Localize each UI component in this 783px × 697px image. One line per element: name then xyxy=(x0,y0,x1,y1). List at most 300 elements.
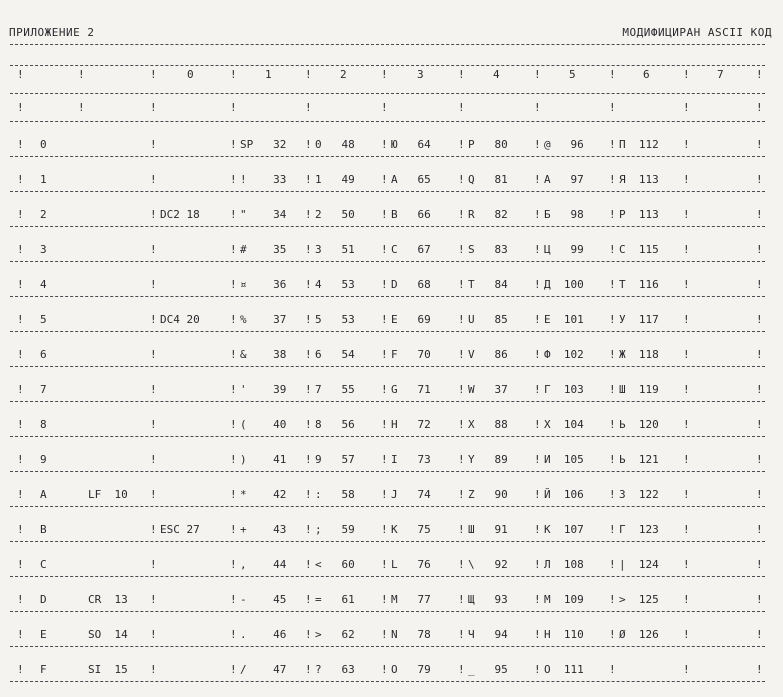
column-separator: ! xyxy=(17,313,24,326)
column-separator: ! xyxy=(381,663,388,676)
column-separator: ! xyxy=(683,488,690,501)
table-cell: Е 101 xyxy=(544,313,584,326)
table-cell: З 122 xyxy=(619,488,659,501)
column-separator: ! xyxy=(150,663,157,676)
column-separator: ! xyxy=(534,383,541,396)
column-header: 6 xyxy=(643,68,650,81)
column-separator: ! xyxy=(381,243,388,256)
column-separator: ! xyxy=(17,243,24,256)
table-cell: CR 13 xyxy=(88,593,128,606)
table-cell: L 76 xyxy=(391,558,431,571)
column-header: 4 xyxy=(493,68,500,81)
table-cell: ESC 27 xyxy=(160,523,200,536)
table-cell: С 115 xyxy=(619,243,659,256)
column-separator: ! xyxy=(683,628,690,641)
column-separator: ! xyxy=(150,348,157,361)
table-cell: _ 95 xyxy=(468,663,508,676)
column-separator: ! xyxy=(683,243,690,256)
column-separator: ! xyxy=(17,68,24,81)
column-header: 0 xyxy=(187,68,194,81)
table-divider xyxy=(10,261,765,262)
column-separator: ! xyxy=(305,208,312,221)
table-cell: & 38 xyxy=(240,348,287,361)
column-separator: ! xyxy=(305,628,312,641)
table-cell: . 46 xyxy=(240,628,287,641)
column-separator: ! xyxy=(683,313,690,326)
column-separator: ! xyxy=(756,628,763,641)
table-cell: Ц 99 xyxy=(544,243,584,256)
column-separator: ! xyxy=(756,313,763,326)
column-separator: ! xyxy=(150,68,157,81)
column-separator: ! xyxy=(534,453,541,466)
table-cell: Б 98 xyxy=(544,208,584,221)
column-separator: ! xyxy=(230,558,237,571)
table-divider xyxy=(10,121,765,122)
column-separator: ! xyxy=(150,243,157,256)
table-cell: X 88 xyxy=(468,418,508,431)
row-header: 1 xyxy=(40,173,47,186)
column-separator: ! xyxy=(230,348,237,361)
column-separator: ! xyxy=(150,383,157,396)
table-cell: E 69 xyxy=(391,313,431,326)
table-cell: 3 51 xyxy=(315,243,355,256)
column-separator: ! xyxy=(305,663,312,676)
column-separator: ! xyxy=(17,418,24,431)
column-separator: ! xyxy=(17,558,24,571)
column-separator: ! xyxy=(305,138,312,151)
table-cell: Й 106 xyxy=(544,488,584,501)
column-separator: ! xyxy=(230,138,237,151)
table-cell: Н 110 xyxy=(544,628,584,641)
table-divider xyxy=(10,65,765,66)
table-cell: ' 39 xyxy=(240,383,287,396)
column-separator: ! xyxy=(756,68,763,81)
column-separator: ! xyxy=(683,523,690,536)
table-cell: 9 57 xyxy=(315,453,355,466)
row-header: 2 xyxy=(40,208,47,221)
table-cell: W 37 xyxy=(468,383,508,396)
table-cell: H 72 xyxy=(391,418,431,431)
column-separator: ! xyxy=(17,383,24,396)
table-cell: - 45 xyxy=(240,593,287,606)
table-cell: : 58 xyxy=(315,488,355,501)
table-cell: K 75 xyxy=(391,523,431,536)
column-separator: ! xyxy=(609,101,616,114)
row-header: E xyxy=(40,628,47,641)
table-cell: Г 103 xyxy=(544,383,584,396)
table-cell: Ш 119 xyxy=(619,383,659,396)
column-separator: ! xyxy=(609,243,616,256)
table-cell: Т 116 xyxy=(619,278,659,291)
column-separator: ! xyxy=(17,138,24,151)
table-divider xyxy=(10,681,765,682)
column-separator: ! xyxy=(305,278,312,291)
column-separator: ! xyxy=(683,453,690,466)
table-cell: Z 90 xyxy=(468,488,508,501)
column-separator: ! xyxy=(609,173,616,186)
column-separator: ! xyxy=(756,488,763,501)
column-separator: ! xyxy=(381,348,388,361)
column-separator: ! xyxy=(756,208,763,221)
column-separator: ! xyxy=(609,208,616,221)
column-separator: ! xyxy=(230,488,237,501)
table-title: МОДИФИЦИРАН ASCII КОД xyxy=(622,26,772,39)
column-separator: ! xyxy=(230,383,237,396)
table-cell: M 77 xyxy=(391,593,431,606)
column-separator: ! xyxy=(458,593,465,606)
column-separator: ! xyxy=(150,523,157,536)
column-separator: ! xyxy=(17,453,24,466)
column-separator: ! xyxy=(381,488,388,501)
column-separator: ! xyxy=(381,593,388,606)
column-separator: ! xyxy=(381,101,388,114)
column-separator: ! xyxy=(230,313,237,326)
column-separator: ! xyxy=(17,278,24,291)
column-separator: ! xyxy=(534,313,541,326)
table-cell: SO 14 xyxy=(88,628,128,641)
table-divider xyxy=(10,226,765,227)
column-separator: ! xyxy=(534,348,541,361)
column-separator: ! xyxy=(381,278,388,291)
column-separator: ! xyxy=(17,593,24,606)
column-separator: ! xyxy=(305,418,312,431)
table-cell: 7 55 xyxy=(315,383,355,396)
column-separator: ! xyxy=(230,418,237,431)
column-separator: ! xyxy=(534,173,541,186)
column-separator: ! xyxy=(381,313,388,326)
column-separator: ! xyxy=(534,208,541,221)
column-separator: ! xyxy=(458,313,465,326)
column-separator: ! xyxy=(17,208,24,221)
column-separator: ! xyxy=(230,453,237,466)
column-separator: ! xyxy=(305,68,312,81)
column-separator: ! xyxy=(609,418,616,431)
table-cell: ! 33 xyxy=(240,173,287,186)
column-separator: ! xyxy=(458,418,465,431)
column-separator: ! xyxy=(78,101,85,114)
column-separator: ! xyxy=(609,593,616,606)
column-separator: ! xyxy=(305,558,312,571)
column-separator: ! xyxy=(609,453,616,466)
column-separator: ! xyxy=(609,558,616,571)
table-cell: А 97 xyxy=(544,173,584,186)
column-separator: ! xyxy=(17,348,24,361)
table-cell: 6 54 xyxy=(315,348,355,361)
table-cell: \ 92 xyxy=(468,558,508,571)
table-cell: SI 15 xyxy=(88,663,128,676)
column-separator: ! xyxy=(150,453,157,466)
row-header: B xyxy=(40,523,47,536)
column-separator: ! xyxy=(756,558,763,571)
column-separator: ! xyxy=(230,663,237,676)
column-separator: ! xyxy=(458,208,465,221)
row-header: 6 xyxy=(40,348,47,361)
table-divider xyxy=(10,436,765,437)
table-cell: 4 53 xyxy=(315,278,355,291)
column-separator: ! xyxy=(756,278,763,291)
column-separator: ! xyxy=(683,101,690,114)
column-separator: ! xyxy=(150,173,157,186)
table-cell: Ø 126 xyxy=(619,628,659,641)
column-separator: ! xyxy=(756,523,763,536)
column-separator: ! xyxy=(609,68,616,81)
table-cell: О 111 xyxy=(544,663,584,676)
column-separator: ! xyxy=(150,628,157,641)
column-separator: ! xyxy=(534,593,541,606)
table-cell: Д 100 xyxy=(544,278,584,291)
column-separator: ! xyxy=(150,208,157,221)
column-separator: ! xyxy=(609,348,616,361)
column-separator: ! xyxy=(381,138,388,151)
table-cell: Щ 93 xyxy=(468,593,508,606)
column-separator: ! xyxy=(305,383,312,396)
column-separator: ! xyxy=(305,523,312,536)
table-cell: М 109 xyxy=(544,593,584,606)
table-cell: U 85 xyxy=(468,313,508,326)
column-separator: ! xyxy=(305,348,312,361)
column-separator: ! xyxy=(305,453,312,466)
column-separator: ! xyxy=(756,663,763,676)
column-separator: ! xyxy=(381,628,388,641)
column-separator: ! xyxy=(756,243,763,256)
table-cell: ? 63 xyxy=(315,663,355,676)
table-cell: J 74 xyxy=(391,488,431,501)
column-separator: ! xyxy=(756,173,763,186)
column-separator: ! xyxy=(609,628,616,641)
column-separator: ! xyxy=(381,453,388,466)
column-separator: ! xyxy=(534,558,541,571)
column-separator: ! xyxy=(683,663,690,676)
column-separator: ! xyxy=(458,278,465,291)
table-cell: Ш 91 xyxy=(468,523,508,536)
table-cell: 5 53 xyxy=(315,313,355,326)
column-separator: ! xyxy=(609,488,616,501)
column-header: 2 xyxy=(340,68,347,81)
table-cell: T 84 xyxy=(468,278,508,291)
column-separator: ! xyxy=(458,488,465,501)
column-separator: ! xyxy=(609,663,616,676)
column-separator: ! xyxy=(381,418,388,431)
column-separator: ! xyxy=(230,208,237,221)
table-cell: | 124 xyxy=(619,558,659,571)
column-separator: ! xyxy=(756,383,763,396)
column-separator: ! xyxy=(150,418,157,431)
table-divider xyxy=(10,366,765,367)
table-cell: Q 81 xyxy=(468,173,508,186)
column-separator: ! xyxy=(458,173,465,186)
column-separator: ! xyxy=(534,418,541,431)
column-separator: ! xyxy=(150,138,157,151)
table-cell: B 66 xyxy=(391,208,431,221)
column-separator: ! xyxy=(150,101,157,114)
column-header: 3 xyxy=(417,68,424,81)
row-header: 9 xyxy=(40,453,47,466)
table-divider xyxy=(10,541,765,542)
row-header: F xyxy=(40,663,47,676)
table-cell: > 125 xyxy=(619,593,659,606)
column-separator: ! xyxy=(305,173,312,186)
column-separator: ! xyxy=(150,488,157,501)
table-cell: % 37 xyxy=(240,313,287,326)
column-separator: ! xyxy=(230,278,237,291)
column-separator: ! xyxy=(534,138,541,151)
column-separator: ! xyxy=(534,68,541,81)
column-separator: ! xyxy=(150,313,157,326)
table-cell: Л 108 xyxy=(544,558,584,571)
row-header: 4 xyxy=(40,278,47,291)
column-separator: ! xyxy=(683,418,690,431)
table-cell: / 47 xyxy=(240,663,287,676)
table-divider xyxy=(10,401,765,402)
table-cell: P 80 xyxy=(468,138,508,151)
table-cell: # 35 xyxy=(240,243,287,256)
column-separator: ! xyxy=(683,173,690,186)
table-cell: SP 32 xyxy=(240,138,287,151)
row-header: D xyxy=(40,593,47,606)
column-separator: ! xyxy=(534,488,541,501)
column-separator: ! xyxy=(305,313,312,326)
table-cell: П 112 xyxy=(619,138,659,151)
column-separator: ! xyxy=(381,208,388,221)
column-separator: ! xyxy=(683,593,690,606)
column-header: 1 xyxy=(265,68,272,81)
column-separator: ! xyxy=(756,593,763,606)
table-cell: I 73 xyxy=(391,453,431,466)
column-separator: ! xyxy=(609,278,616,291)
column-separator: ! xyxy=(17,173,24,186)
table-cell: Х 104 xyxy=(544,418,584,431)
table-cell: < 60 xyxy=(315,558,355,571)
table-divider xyxy=(10,44,765,45)
table-cell: Г 123 xyxy=(619,523,659,536)
row-header: 3 xyxy=(40,243,47,256)
column-separator: ! xyxy=(756,418,763,431)
row-header: A xyxy=(40,488,47,501)
column-separator: ! xyxy=(683,383,690,396)
table-divider xyxy=(10,191,765,192)
column-separator: ! xyxy=(458,453,465,466)
column-separator: ! xyxy=(534,278,541,291)
column-separator: ! xyxy=(230,173,237,186)
table-cell: P 113 xyxy=(619,208,659,221)
table-cell: G 71 xyxy=(391,383,431,396)
column-separator: ! xyxy=(609,523,616,536)
column-separator: ! xyxy=(683,208,690,221)
table-divider xyxy=(10,611,765,612)
table-cell: 0 48 xyxy=(315,138,355,151)
column-separator: ! xyxy=(230,628,237,641)
table-divider xyxy=(10,156,765,157)
column-separator: ! xyxy=(458,558,465,571)
table-divider xyxy=(10,506,765,507)
column-separator: ! xyxy=(17,101,24,114)
column-separator: ! xyxy=(683,138,690,151)
column-separator: ! xyxy=(756,453,763,466)
column-separator: ! xyxy=(17,523,24,536)
column-separator: ! xyxy=(305,101,312,114)
column-separator: ! xyxy=(230,593,237,606)
column-separator: ! xyxy=(458,348,465,361)
column-separator: ! xyxy=(756,101,763,114)
column-separator: ! xyxy=(305,243,312,256)
column-separator: ! xyxy=(381,523,388,536)
table-cell: * 42 xyxy=(240,488,287,501)
table-divider xyxy=(10,93,765,94)
table-cell: O 79 xyxy=(391,663,431,676)
column-separator: ! xyxy=(458,663,465,676)
column-separator: ! xyxy=(756,348,763,361)
table-cell: 2 50 xyxy=(315,208,355,221)
column-separator: ! xyxy=(458,628,465,641)
table-cell: Ь 120 xyxy=(619,418,659,431)
table-divider xyxy=(10,331,765,332)
column-separator: ! xyxy=(78,68,85,81)
column-separator: ! xyxy=(17,628,24,641)
column-separator: ! xyxy=(534,663,541,676)
column-separator: ! xyxy=(381,68,388,81)
table-cell: DC4 20 xyxy=(160,313,200,326)
row-header: 0 xyxy=(40,138,47,151)
table-cell: Ь 121 xyxy=(619,453,659,466)
table-divider xyxy=(10,296,765,297)
column-separator: ! xyxy=(305,488,312,501)
column-separator: ! xyxy=(150,593,157,606)
column-separator: ! xyxy=(534,101,541,114)
table-divider xyxy=(10,471,765,472)
table-cell: Ч 94 xyxy=(468,628,508,641)
table-cell: И 105 xyxy=(544,453,584,466)
column-separator: ! xyxy=(458,383,465,396)
table-cell: D 68 xyxy=(391,278,431,291)
column-separator: ! xyxy=(683,68,690,81)
table-cell: + 43 xyxy=(240,523,287,536)
table-cell: " 34 xyxy=(240,208,287,221)
table-cell: C 67 xyxy=(391,243,431,256)
table-cell: A 65 xyxy=(391,173,431,186)
table-cell: У 117 xyxy=(619,313,659,326)
column-separator: ! xyxy=(458,523,465,536)
table-cell: ( 40 xyxy=(240,418,287,431)
table-cell: N 78 xyxy=(391,628,431,641)
column-separator: ! xyxy=(458,138,465,151)
column-separator: ! xyxy=(609,138,616,151)
table-cell: V 86 xyxy=(468,348,508,361)
table-cell: @ 96 xyxy=(544,138,584,151)
table-cell: Y 89 xyxy=(468,453,508,466)
table-cell: 8 56 xyxy=(315,418,355,431)
column-separator: ! xyxy=(305,593,312,606)
table-cell: F 70 xyxy=(391,348,431,361)
table-cell: К 107 xyxy=(544,523,584,536)
column-header: 7 xyxy=(717,68,724,81)
column-separator: ! xyxy=(150,558,157,571)
column-separator: ! xyxy=(683,558,690,571)
appendix-title: ПРИЛОЖЕНИЕ 2 xyxy=(9,26,95,39)
table-cell: DC2 18 xyxy=(160,208,200,221)
column-separator: ! xyxy=(381,558,388,571)
column-separator: ! xyxy=(17,488,24,501)
column-separator: ! xyxy=(683,348,690,361)
column-separator: ! xyxy=(230,101,237,114)
table-cell: Я 113 xyxy=(619,173,659,186)
table-cell: Ю 64 xyxy=(391,138,431,151)
column-header: 5 xyxy=(569,68,576,81)
column-separator: ! xyxy=(534,628,541,641)
row-header: 8 xyxy=(40,418,47,431)
column-separator: ! xyxy=(381,383,388,396)
column-separator: ! xyxy=(458,68,465,81)
table-cell: 1 49 xyxy=(315,173,355,186)
